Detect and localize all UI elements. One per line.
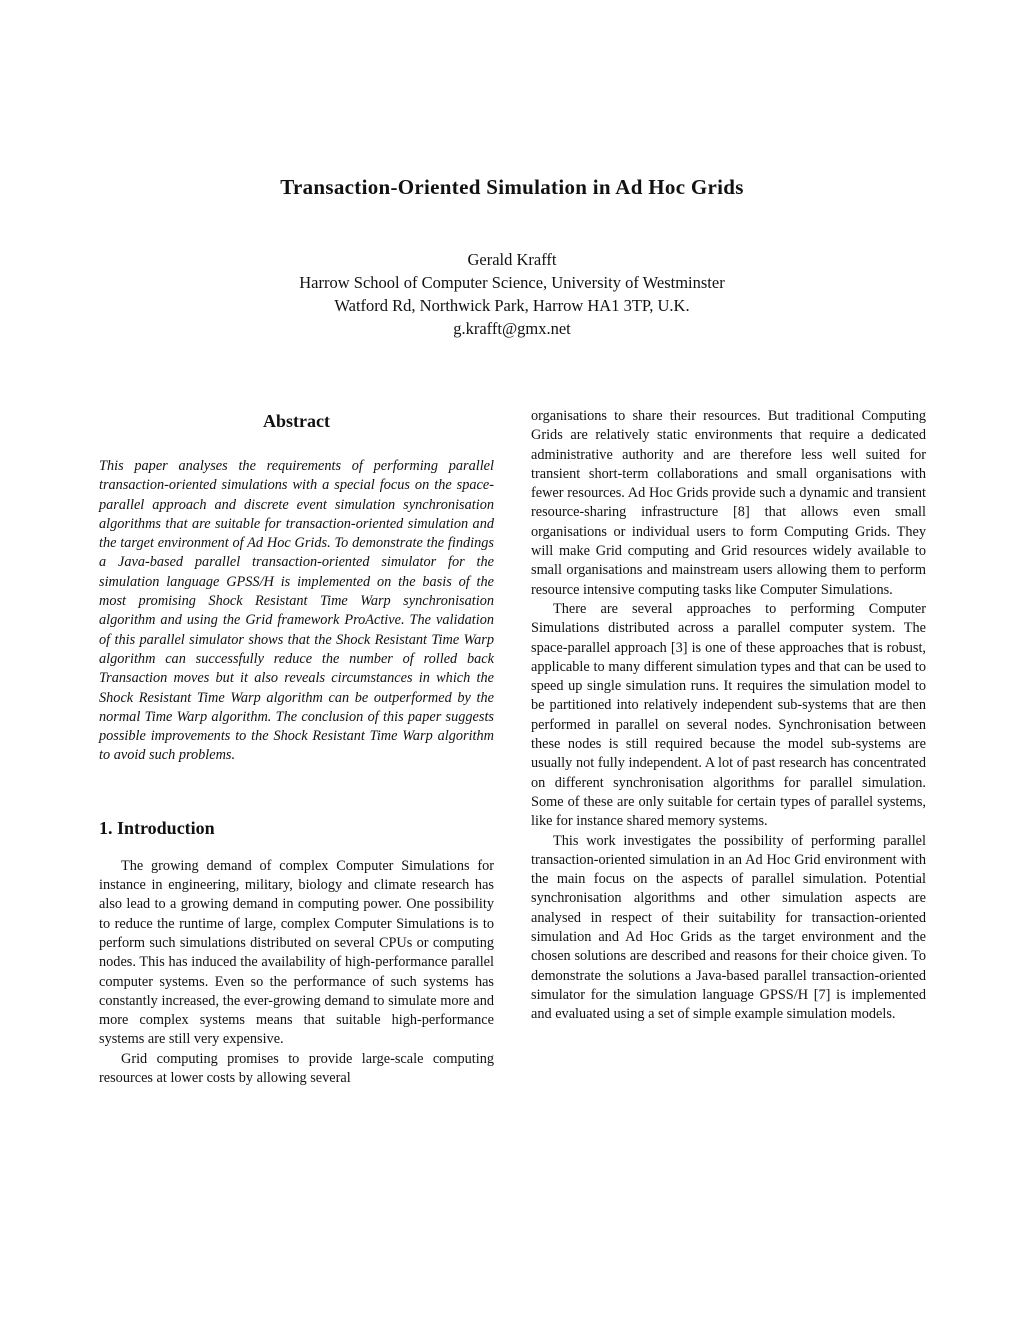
abstract-text: This paper analyses the requirements of performing parallel transaction-oriented simulations with a special focus on the space-parallel approach and discrete event simulation synchronisation algorithms that are suitable for transaction-oriented simulation and the target environment of Ad Hoc Grids. To demonstrate the findings a Java-based parallel transaction-oriented simulator for the simulation language GPSS/H is implemented on the basis of the most promising Shock Resistant Time Warp synchronisation algorithm and using the Grid framework ProActive. The validation of this parallel simulator shows that the Shock Resistant Time Warp algorithm can successfully reduce the number of rolled back Transaction moves but it also reveals circumstances in which the Shock Resistant Time Warp algorithm can be outperformed by the normal Time Warp algorithm. The conclusion of this paper suggests possible improvements to the Shock Resistant Time Warp algorithm to avoid such problems. — [99, 458, 494, 764]
paper-title: Transaction-Oriented Simulation in Ad Hoc Grids — [280, 175, 744, 199]
intro-paragraph: Grid computing promises to provide large-scale computing resources at lower costs by allowing several — [99, 1050, 494, 1087]
author-email: g.krafft@gmx.net — [453, 319, 571, 338]
right-column — [531, 407, 926, 1025]
author-block — [0, 248, 1024, 340]
left-column — [99, 407, 494, 1088]
intro-paragraph: organisations to share their resources. But traditional Computing Grids are relatively static environments that require a dedicated administrative authority and are therefore less well suited for transient short-term collaborations and small organisations with fewer resources. Ad Hoc Grids provide such a dynamic and transient resource-sharing infrastructure [8] that allows even small organisations or individual users to form Computing Grids. They will make Grid computing and Grid resources widely available to small organisations and mainstream users allowing them to perform resource intensive computing tasks like Computer Simulations. — [531, 408, 926, 598]
author-name: Gerald Krafft — [467, 250, 557, 269]
intro-paragraph: There are several approaches to performing Computer Simulations distributed across a parallel computer system. The space-parallel approach [3] is one of these approaches that is robust, applicable to many different simulation types and that can be used to speed up single simulation runs. It requires the simulation model to be partitioned into relatively independent sub-systems that are then performed in parallel on several nodes. Synchronisation between these nodes is still required because the model sub-systems are usually not fully independent. A lot of past research has concentrated on different synchronisation algorithms for parallel simulation. Some of these are only suitable for certain types of parallel systems, like for instance shared memory systems. — [531, 600, 926, 830]
intro-paragraph: The growing demand of complex Computer Simulations for instance in engineering, military, biology and climate research has also lead to a growing demand in computing power. One possibility to reduce the runtime of large, complex Computer Simulations is to perform such simulations distributed on several CPUs or computing nodes. This has induced the availability of high-performance parallel computer systems. Even so the performance of such systems has constantly increased, the ever-growing demand to simulate more and more complex systems means that suitable high-performance systems are still very expensive. — [99, 857, 494, 1048]
author-affiliation: Harrow School of Computer Science, University of Westminster — [299, 273, 725, 292]
author-address: Watford Rd, Northwick Park, Harrow HA1 3TP, U.K. — [334, 296, 690, 315]
intro-paragraph: This work investigates the possibility of performing parallel transaction-oriented simulation in an Ad Hoc Grid environment with the main focus on the aspects of parallel simulation. Potential synchronisation algorithms and other simulation aspects are analysed in respect of their suitability for transaction-oriented simulation and Ad Hoc Grids as the target environment and the chosen solutions are described and reasons for their choice given. To demonstrate the solutions a Java-based parallel transaction-oriented simulator for the simulation language GPSS/H [7] is implemented and evaluated using a set of simple example simulation models. — [531, 832, 926, 1023]
introduction-heading: 1. Introduction — [99, 817, 215, 838]
abstract-heading: Abstract — [263, 411, 330, 431]
